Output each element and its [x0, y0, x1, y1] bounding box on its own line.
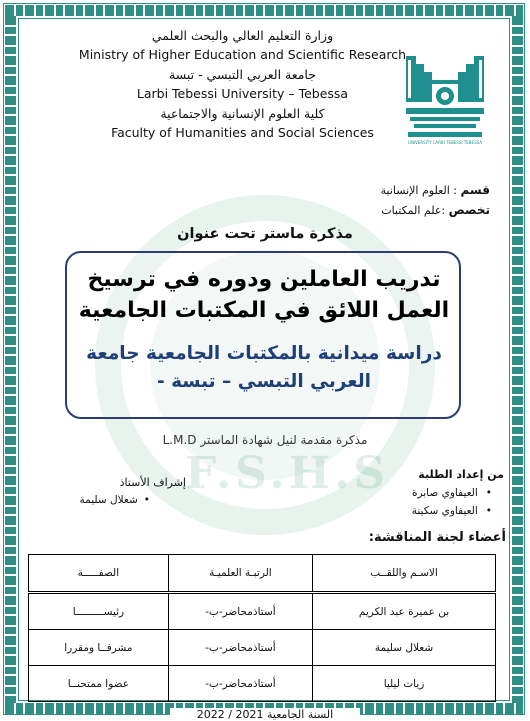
thesis-subtitle: دراسة ميدانية بالمكتبات الجامعية جامعة العربي التبسي – تبسة -	[86, 343, 442, 392]
member-name: زيات ليليا	[313, 666, 496, 702]
faculty-en: Faculty of Humanities and Social Sciences	[111, 125, 374, 141]
column-header-rank: الرتبـة العلميـة	[168, 555, 312, 593]
committee-title: أعضاء لجنة المناقشة:	[368, 530, 506, 545]
institution-header	[70, 26, 415, 142]
table-header-row	[29, 555, 496, 593]
ministry-ar: وزارة التعليم العالي والبحث العلمي	[151, 28, 334, 43]
supervisor-title: إشراف الأستاذ	[119, 476, 186, 489]
prepared-by-title: من إعداد الطلبة	[418, 468, 504, 481]
column-header-role: الصفـــــة	[29, 555, 169, 593]
ministry-en: Ministry of Higher Education and Scientific Research	[78, 47, 407, 63]
department-value: : العلوم الإنسانية	[380, 184, 458, 197]
specialty-line	[381, 203, 490, 217]
committee-table	[28, 554, 496, 702]
member-name: شعلال سليمة	[313, 630, 496, 666]
university-en: Larbi Tebessi University – Tebessa	[136, 86, 349, 102]
member-name: بن عميرة عبد الكريم	[313, 593, 496, 630]
university-logo-icon	[404, 50, 486, 146]
supervisor-name: • شعلال سليمة	[50, 494, 150, 506]
thesis-title: تدريب العاملين ودوره في ترسيخ العمل اللائق في المكتبات الجامعية	[78, 267, 450, 323]
department-line	[381, 183, 490, 197]
table-row	[29, 630, 496, 666]
member-role: رئيســـــــــا	[29, 593, 169, 630]
column-header-name: الاسـم واللقــب	[313, 555, 496, 593]
degree-statement: مذكرة مقدمة لنيل شهادة الماستر L.M.D	[162, 433, 368, 447]
member-role: مشرفــا ومقررا	[29, 630, 169, 666]
watermark-text: F.S.H.S	[185, 448, 390, 499]
academic-year: السنة الجامعية 2021 / 2022	[170, 708, 360, 721]
border-pattern-left	[5, 16, 16, 703]
logo-caption: UNIVERSITY LARBI TEBESSI TEBESSA	[408, 140, 482, 145]
student-name: • العيفاوي صابرة	[412, 484, 492, 502]
member-rank: أستاذمحاضر-ب-	[168, 666, 312, 702]
university-ar: جامعة العربي التبسي - تبسة	[169, 66, 316, 82]
border-pattern-top	[5, 5, 523, 16]
table-row	[29, 666, 496, 702]
border-pattern-right	[512, 16, 523, 703]
member-rank: أستاذمحاضر-ب-	[168, 630, 312, 666]
students-list	[412, 484, 492, 520]
member-rank: أستاذمحاضر-ب-	[168, 593, 312, 630]
department-label: قسم	[460, 183, 490, 197]
faculty-ar: كلية العلوم الإنسانية والاجتماعية	[160, 105, 325, 121]
specialty-label: تخصص	[448, 203, 490, 217]
member-role: عضوا ممتحنــا	[29, 666, 169, 702]
thesis-heading: مذكرة ماستر تحت عنوان	[177, 226, 353, 242]
student-name: • العيفاوي سكينة	[412, 502, 492, 520]
specialty-value: :علم المكتبات	[381, 204, 446, 217]
table-row	[29, 593, 496, 630]
